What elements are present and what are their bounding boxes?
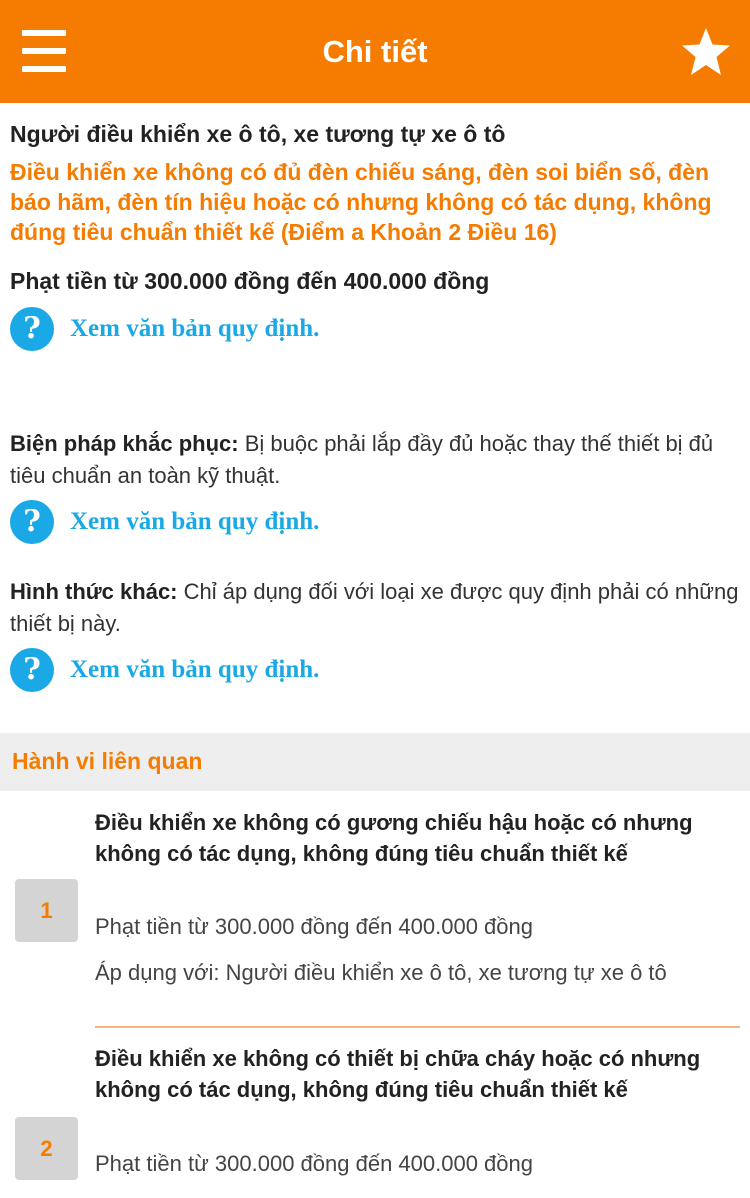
- remedy-label: Biện pháp khắc phục:: [10, 431, 239, 456]
- view-regulation-link-penalty[interactable]: [10, 307, 319, 351]
- item-number-badge: 1: [15, 879, 78, 942]
- item-number-badge: 2: [15, 1117, 78, 1180]
- view-regulation-label: Xem văn bản quy định.: [70, 315, 320, 342]
- view-regulation-link-other[interactable]: [10, 648, 319, 692]
- question-icon: ?: [10, 307, 54, 351]
- question-icon: ?: [10, 500, 54, 544]
- remedy-text: Bị buộc phải lắp đầy đủ hoặc thay thế thiết bị đủ tiêu chuẩn an toàn kỹ thuật.: [10, 431, 714, 488]
- penalty-amount: Phạt tiền từ 300.000 đồng đến 400.000 đồng: [10, 268, 490, 294]
- related-item-title: Điều khiển xe không có gương chiếu hậu hoặc có nhưng không có tác dụng, không đúng tiêu chuẩn thiết kế: [95, 810, 693, 866]
- related-item-title: Điều khiển xe không có thiết bị chữa cháy hoặc có nhưng không có tác dụng, không đúng tiêu chuẩn thiết kế: [95, 1046, 701, 1102]
- related-item-fine: Phạt tiền từ 300.000 đồng đến 400.000 đồng: [95, 1151, 533, 1176]
- related-section-title: Hành vi liên quan: [12, 748, 203, 774]
- app-bar: [0, 0, 750, 103]
- other-form-paragraph: [10, 576, 745, 640]
- other-form-text: Chỉ áp dụng đối với loại xe được quy định phải có những thiết bị này.: [10, 579, 739, 636]
- related-item-applies-to: Áp dụng với: Người điều khiển xe ô tô, xe tương tự xe ô tô: [95, 960, 667, 985]
- question-icon: ?: [10, 648, 54, 692]
- view-regulation-label: Xem văn bản quy định.: [70, 656, 320, 683]
- vehicle-subject: Người điều khiển xe ô tô, xe tương tự xe ô tô: [10, 121, 506, 147]
- related-item-2[interactable]: [0, 1029, 750, 1198]
- view-regulation-label: Xem văn bản quy định.: [70, 508, 320, 535]
- related-item-1[interactable]: [0, 791, 750, 1029]
- remedy-paragraph: [10, 428, 745, 492]
- item-divider: [95, 1026, 740, 1028]
- related-item-fine: Phạt tiền từ 300.000 đồng đến 400.000 đồng: [95, 914, 533, 939]
- other-form-label: Hình thức khác:: [10, 579, 178, 604]
- page-title: Chi tiết: [322, 34, 428, 69]
- view-regulation-link-remedy[interactable]: [10, 500, 319, 544]
- related-section-header: [0, 733, 750, 791]
- star-icon[interactable]: [680, 26, 732, 78]
- violation-description: Điều khiển xe không có đủ đèn chiếu sáng, đèn soi biển số, đèn báo hãm, đèn tín hiệu hoặc có nhưng không có tác dụng, không đúng tiêu chuẩn thiết kế (Điểm a Khoản 2 Điều 16): [10, 159, 712, 245]
